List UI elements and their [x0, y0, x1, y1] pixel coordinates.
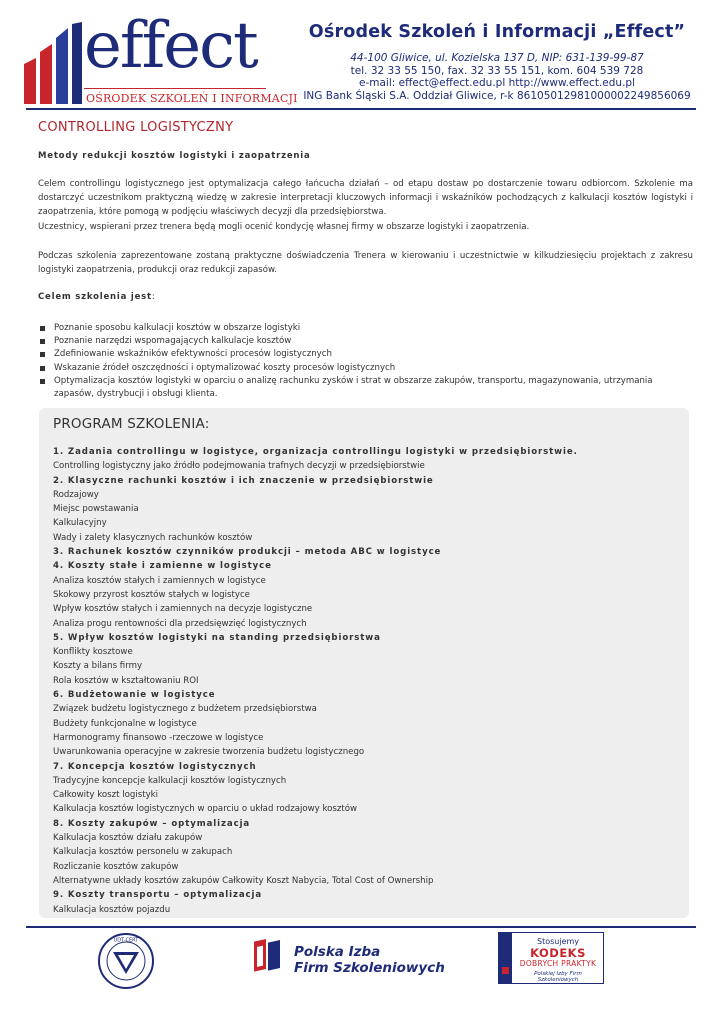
header-divider: [26, 108, 696, 110]
contact-line: e-mail: effect@effect.edu.pl http://www.effect.edu.pl: [359, 77, 635, 89]
program-topic: Alternatywne układy kosztów zakupów Całkowity Koszt Nabycia, Total Cost of Ownership: [53, 875, 434, 886]
logo-subtitle: OŚRODEK SZKOLEŃ I INFORMACJI: [86, 92, 298, 105]
program-topic: Kalkulacja kosztów personelu w zakupach: [53, 847, 233, 858]
program-topic: Analiza progu rentowności dla przedsięwzięć logistycznych: [53, 618, 307, 629]
address-line: 44-100 Gliwice, ul. Kozielska 137 D, NIP: 631-139-99-87: [350, 52, 644, 64]
goals-list: [40, 322, 690, 401]
goal-item: Wskazanie źródeł oszczędności i optymalizować koszty procesów logistycznych: [40, 362, 690, 375]
intro-paragraph: [38, 177, 693, 234]
logo-bars-icon: [22, 22, 84, 106]
program-topic: Kalkulacja kosztów działu zakupów: [53, 833, 203, 844]
program-topic: Analiza kosztów stałych i zamiennych w logistyce: [53, 575, 266, 586]
program-topic: Całkowity koszt logistyki: [53, 790, 159, 801]
program-topic: Wpływ kosztów stałych i zamiennych na decyzje logistyczne: [53, 604, 313, 615]
kodeks-side-bar: [499, 933, 512, 983]
pifs-logo: [252, 936, 445, 986]
program-topic: Skokowy przyrost kosztów stałych w logistyce: [53, 589, 250, 600]
bank-line: ING Bank Śląski S.A. Oddział Gliwice, r-k 86105012981000002249856069: [303, 89, 691, 102]
program-topic: Kalkulacja kosztów logistycznych w oparciu o układ rodzajowy kosztów: [53, 804, 358, 815]
program-topic: Kalkulacja kosztów pojazdu: [53, 904, 171, 915]
letterhead: [0, 0, 724, 112]
page-title: CONTROLLING LOGISTYCZNY: [38, 120, 234, 135]
experience-paragraph: [38, 249, 693, 277]
program-topic: Koszty a bilans firmy: [53, 661, 143, 672]
kodeks-badge: Stosujemy KODEKS DOBRYCH PRAKTYK Polskiej Izby Firm Szkoleniowych: [498, 932, 604, 984]
svg-text:UDT-CERT: UDT-CERT: [113, 937, 139, 944]
page-subtitle: Metody redukcji kosztów logistyki i zaopatrzenia: [38, 151, 311, 161]
program-module-heading: 7. Koncepcja kosztów logistycznych: [53, 761, 257, 772]
goal-item: Poznanie narzędzi wspomagających kalkulacje kosztów: [40, 335, 690, 348]
program-topic: Rola kosztów w kształtowaniu ROI: [53, 675, 199, 686]
logo-word: effect: [84, 9, 257, 83]
program-module-heading: 9. Koszty transportu – optymalizacja: [53, 890, 263, 901]
program-topic: Wady i zalety klasycznych rachunków kosztów: [53, 532, 253, 543]
program-module-heading: 8. Koszty zakupów – optymalizacja: [53, 818, 251, 829]
goals-heading: Celem szkolenia jest:: [38, 292, 156, 302]
goal-item: Poznanie sposobu kalkulacji kosztów w obszarze logistyki: [40, 322, 690, 335]
program-module-heading: 6. Budżetowanie w logistyce: [53, 690, 216, 701]
phone-line: tel. 32 33 55 150, fax. 32 33 55 151, kom. 604 539 728: [350, 64, 644, 77]
program-module-heading: 5. Wpływ kosztów logistyki na standing przedsiębiorstwa: [53, 632, 381, 643]
program-list: [53, 445, 683, 917]
footer-divider: [26, 926, 696, 928]
program-topic: Związek budżetu logistycznego z budżetem przedsiębiorstwa: [53, 704, 317, 715]
program-module-heading: 3. Rachunek kosztów czynników produkcji – metoda ABC w logistyce: [53, 547, 442, 558]
program-title: PROGRAM SZKOLENIA:: [53, 416, 210, 432]
intro-text-3: Podczas szkolenia zaprezentowane zostaną praktyczne doświadczenia Trenera w kierowaniu i uczestnictwie w kilkudziesięciu projektach z zakresu logistyki zaopatrzenia, produkcji oraz redukcji zapasów.: [38, 251, 693, 276]
program-module-heading: 2. Klasyczne rachunki kosztów i ich znaczenie w przedsiębiorstwie: [53, 475, 434, 486]
program-module-heading: 4. Koszty stałe i zamienne w logistyce: [53, 561, 272, 572]
pifs-mark-icon: [252, 936, 292, 976]
organization-info: [282, 22, 712, 102]
program-topic: Uwarunkowania operacyjne w zakresie tworzenia budżetu logistycznego: [53, 747, 365, 758]
program-topic: Miejsc powstawania: [53, 504, 139, 515]
goal-item: Zdefiniowanie wskaźników efektywności procesów logistycznych: [40, 348, 690, 361]
logo-underline: [84, 88, 266, 89]
program-topic: Rozliczanie kosztów zakupów: [53, 861, 179, 872]
effect-logo: [22, 9, 298, 106]
program-topic: Konflikty kosztowe: [53, 647, 133, 658]
goal-item: Optymalizacja kosztów logistyki w oparciu o analizę rachunku zysków i strat w obszarze zakupów, transportu, magazynowania, utrzymania zapasów, dystrybucji i obsługi klienta.: [40, 375, 690, 401]
program-topic: Rodzajowy: [53, 489, 99, 500]
udt-cert-badge-icon: [97, 932, 155, 990]
program-topic: Controlling logistyczny jako źródło podejmowania trafnych decyzji w przedsiębiorstwie: [53, 461, 425, 472]
organization-name: Ośrodek Szkoleń i Informacji „Effect”: [308, 22, 686, 42]
program-topic: Tradycyjne koncepcje kalkulacji kosztów logistycznych: [53, 775, 287, 786]
program-module-heading: 1. Zadania controllingu w logistyce, organizacja controllingu logistyki w przedsiębiorstwie.: [53, 447, 578, 457]
program-topic: Harmonogramy finansowo -rzeczowe w logistyce: [53, 732, 264, 743]
program-box: [39, 408, 689, 918]
intro-text-1: Celem controllingu logistycznego jest optymalizacja całego łańcucha działań – od etapu dostaw po dostarczenie towaru odbiorcom. Szkolenie ma dostarczyć uczestnikom praktyczną wiedzę w zakresie interpretacji kluczowych informacji i wskaźników pochodzących z kalkulacji kosztów logistyki i zaopatrzenia, które pomogą w podjęciu właściwych decyzji dla przedsiębiorstwa.: [38, 179, 693, 218]
pifs-text: Polska Izba Firm Szkoleniowych: [294, 944, 445, 976]
intro-text-2: Uczestnicy, wspierani przez trenera będą mogli ocenić kondycję własnej firmy w obszarze logistyki i zaopatrzenia.: [38, 221, 530, 232]
program-topic: Kalkulacyjny: [53, 518, 107, 529]
program-topic: Budżety funkcjonalne w logistyce: [53, 718, 197, 729]
